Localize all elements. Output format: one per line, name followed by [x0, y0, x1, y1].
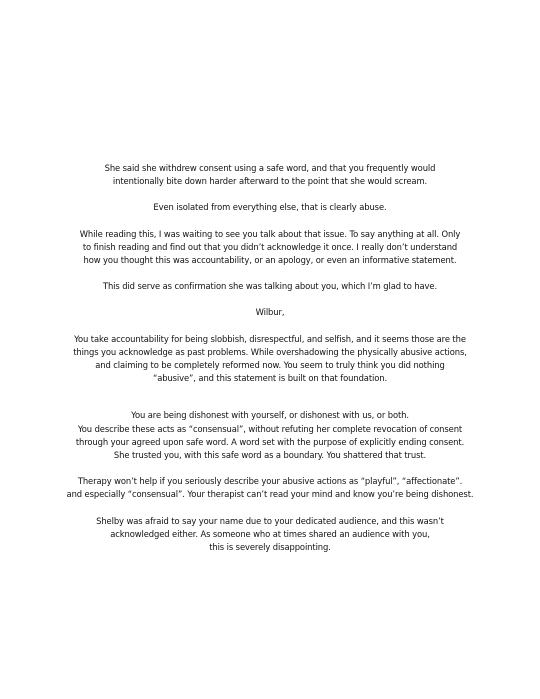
- text-line: She said she withdrew consent using a safe word, and that you frequently would: [104, 163, 436, 173]
- paragraph-clearly-abuse: [26, 201, 514, 214]
- paragraph-safe-word: [26, 162, 514, 188]
- paragraph-confirmation: [26, 280, 514, 293]
- text-line: things you acknowledge as past problems. While overshadowing the physically abusive actions,: [73, 346, 467, 357]
- text-line: She trusted you, with this safe word as a boundary. You shattered that trust.: [113, 450, 427, 461]
- text-line: and especially “consensual”. Your therapist can’t read your mind and know you’re being dishonest.: [66, 489, 474, 500]
- text-line: through your agreed upon safe word. A word set with the purpose of explicitly ending consent.: [75, 436, 465, 447]
- text-line: You describe these acts as “consensual”, without refuting her complete revocation of consent: [77, 423, 463, 434]
- paragraph-accountability: [26, 333, 514, 386]
- paragraph-shelby: [26, 515, 514, 555]
- text-line: how you thought this was accountability, or an apology, or even an informative statement.: [83, 255, 457, 266]
- text-line: this is severely disappointing.: [209, 542, 331, 553]
- text-line: to finish reading and find out that you didn’t acknowledge it once. I really don’t understand: [82, 241, 458, 252]
- statement-text: [26, 162, 514, 567]
- text-line: Shelby was afraid to say your name due to your dedicated audience, and this wasn’t: [96, 515, 444, 526]
- text-line: While reading this, I was waiting to see you talk about that issue. To say anything at all. Only: [79, 228, 461, 239]
- paragraph-dishonest: [26, 409, 514, 462]
- text-line: and claiming to be completely reformed now. You seem to truly think you did nothing: [95, 360, 445, 371]
- text-line: You take accountability for being slobbish, disrespectful, and selfish, and it seems those are the: [74, 333, 466, 344]
- text-line: acknowledged either. As someone who at times shared an audience with you,: [110, 528, 430, 539]
- text-line: You are being dishonest with yourself, or dishonest with us, or both.: [131, 410, 409, 421]
- text-line: intentionally bite down harder afterward to the point that she would scream.: [112, 176, 428, 187]
- paragraph-therapy: [26, 475, 514, 501]
- text-line: This did serve as confirmation she was talking about you, which I’m glad to have.: [102, 281, 438, 292]
- text-line: Even isolated from everything else, that is clearly abuse.: [153, 202, 387, 213]
- paragraph-waiting: [26, 228, 514, 268]
- text-line: Wilbur,: [255, 307, 285, 318]
- salutation: [26, 306, 514, 319]
- text-line: “abusive”, and this statement is built on that foundation.: [152, 373, 388, 384]
- text-line: Therapy won’t help if you seriously describe your abusive actions as “playful”, “affectionate”.: [77, 476, 463, 487]
